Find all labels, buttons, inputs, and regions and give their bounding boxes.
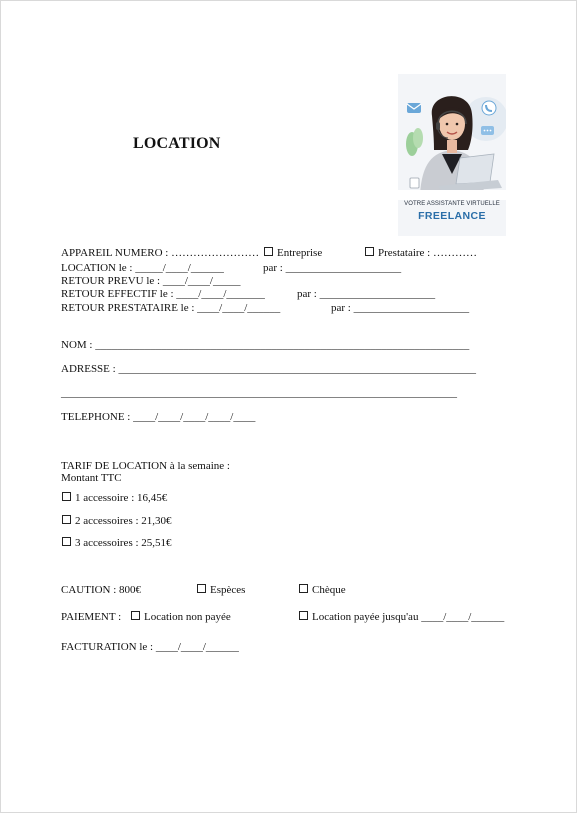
non-payee-checkbox[interactable] (131, 611, 140, 620)
entreprise-checkbox[interactable] (264, 247, 273, 256)
payee-option[interactable] (299, 611, 504, 624)
tarif-heading: TARIF DE LOCATION à la semaine : (61, 460, 230, 472)
tarif-option-1-label: 1 accessoire : 16,45€ (75, 492, 168, 504)
tarif-option-3[interactable] (62, 537, 172, 550)
location-date-field: LOCATION le : _____/____/______ (61, 262, 224, 274)
tarif-option-2[interactable] (62, 515, 172, 528)
cheque-option[interactable] (299, 584, 346, 597)
cheque-label: Chèque (312, 584, 346, 596)
nom-field: NOM : ____________________________________________________________________ (61, 339, 470, 351)
entreprise-label: Entreprise (277, 247, 323, 259)
retour-effectif-par-field: par : _____________________ (297, 288, 436, 300)
appareil-field: APPAREIL NUMERO : …………………… (61, 247, 260, 259)
payee-label: Location payée jusqu'au ____/____/______ (312, 611, 505, 623)
prestataire-label: Prestataire : ………… (378, 247, 477, 259)
non-payee-label: Location non payée (144, 611, 231, 623)
tarif-option-2-label: 2 accessoires : 21,30€ (75, 515, 172, 527)
prestataire-option[interactable] (365, 247, 477, 260)
page-title: LOCATION (133, 135, 221, 152)
retour-prestataire-field: RETOUR PRESTATAIRE le : ____/____/______ (61, 302, 281, 314)
especes-label: Espèces (210, 584, 246, 596)
tarif-option-3-label: 3 accessoires : 25,51€ (75, 537, 172, 549)
prestataire-checkbox[interactable] (365, 247, 374, 256)
entreprise-option[interactable] (264, 247, 322, 260)
adresse-field: ADRESSE : _________________________________________________________________ (61, 363, 476, 375)
tarif-option-2-checkbox[interactable] (62, 515, 71, 524)
tarif-subheading: Montant TTC (61, 472, 122, 484)
especes-option[interactable] (197, 584, 245, 597)
facturation-field: FACTURATION le : ____/____/______ (61, 641, 239, 653)
logo (398, 74, 506, 236)
especes-checkbox[interactable] (197, 584, 206, 593)
logo-caption-bottom: FREELANCE (418, 210, 486, 222)
payee-checkbox[interactable] (299, 611, 308, 620)
location-par-field: par : _____________________ (263, 262, 402, 274)
retour-prevu-field: RETOUR PREVU le : ____/____/_____ (61, 275, 241, 287)
assistant-illustration (398, 74, 506, 200)
retour-prestataire-par-field: par : _____________________ (331, 302, 470, 314)
caution-label: CAUTION : 800€ (61, 584, 142, 596)
logo-caption-top: VOTRE ASSISTANTE VIRTUELLE (404, 201, 500, 207)
tarif-option-3-checkbox[interactable] (62, 537, 71, 546)
tarif-option-1-checkbox[interactable] (62, 492, 71, 501)
telephone-field: TELEPHONE : ____/____/____/____/____ (61, 411, 256, 423)
paiement-label: PAIEMENT : (61, 611, 122, 623)
cheque-checkbox[interactable] (299, 584, 308, 593)
tarif-option-1[interactable] (62, 492, 167, 505)
retour-effectif-field: RETOUR EFFECTIF le : ____/____/_______ (61, 288, 265, 300)
adresse-line-2: ________________________________________________________________________ (61, 387, 457, 399)
non-payee-option[interactable] (131, 611, 231, 624)
